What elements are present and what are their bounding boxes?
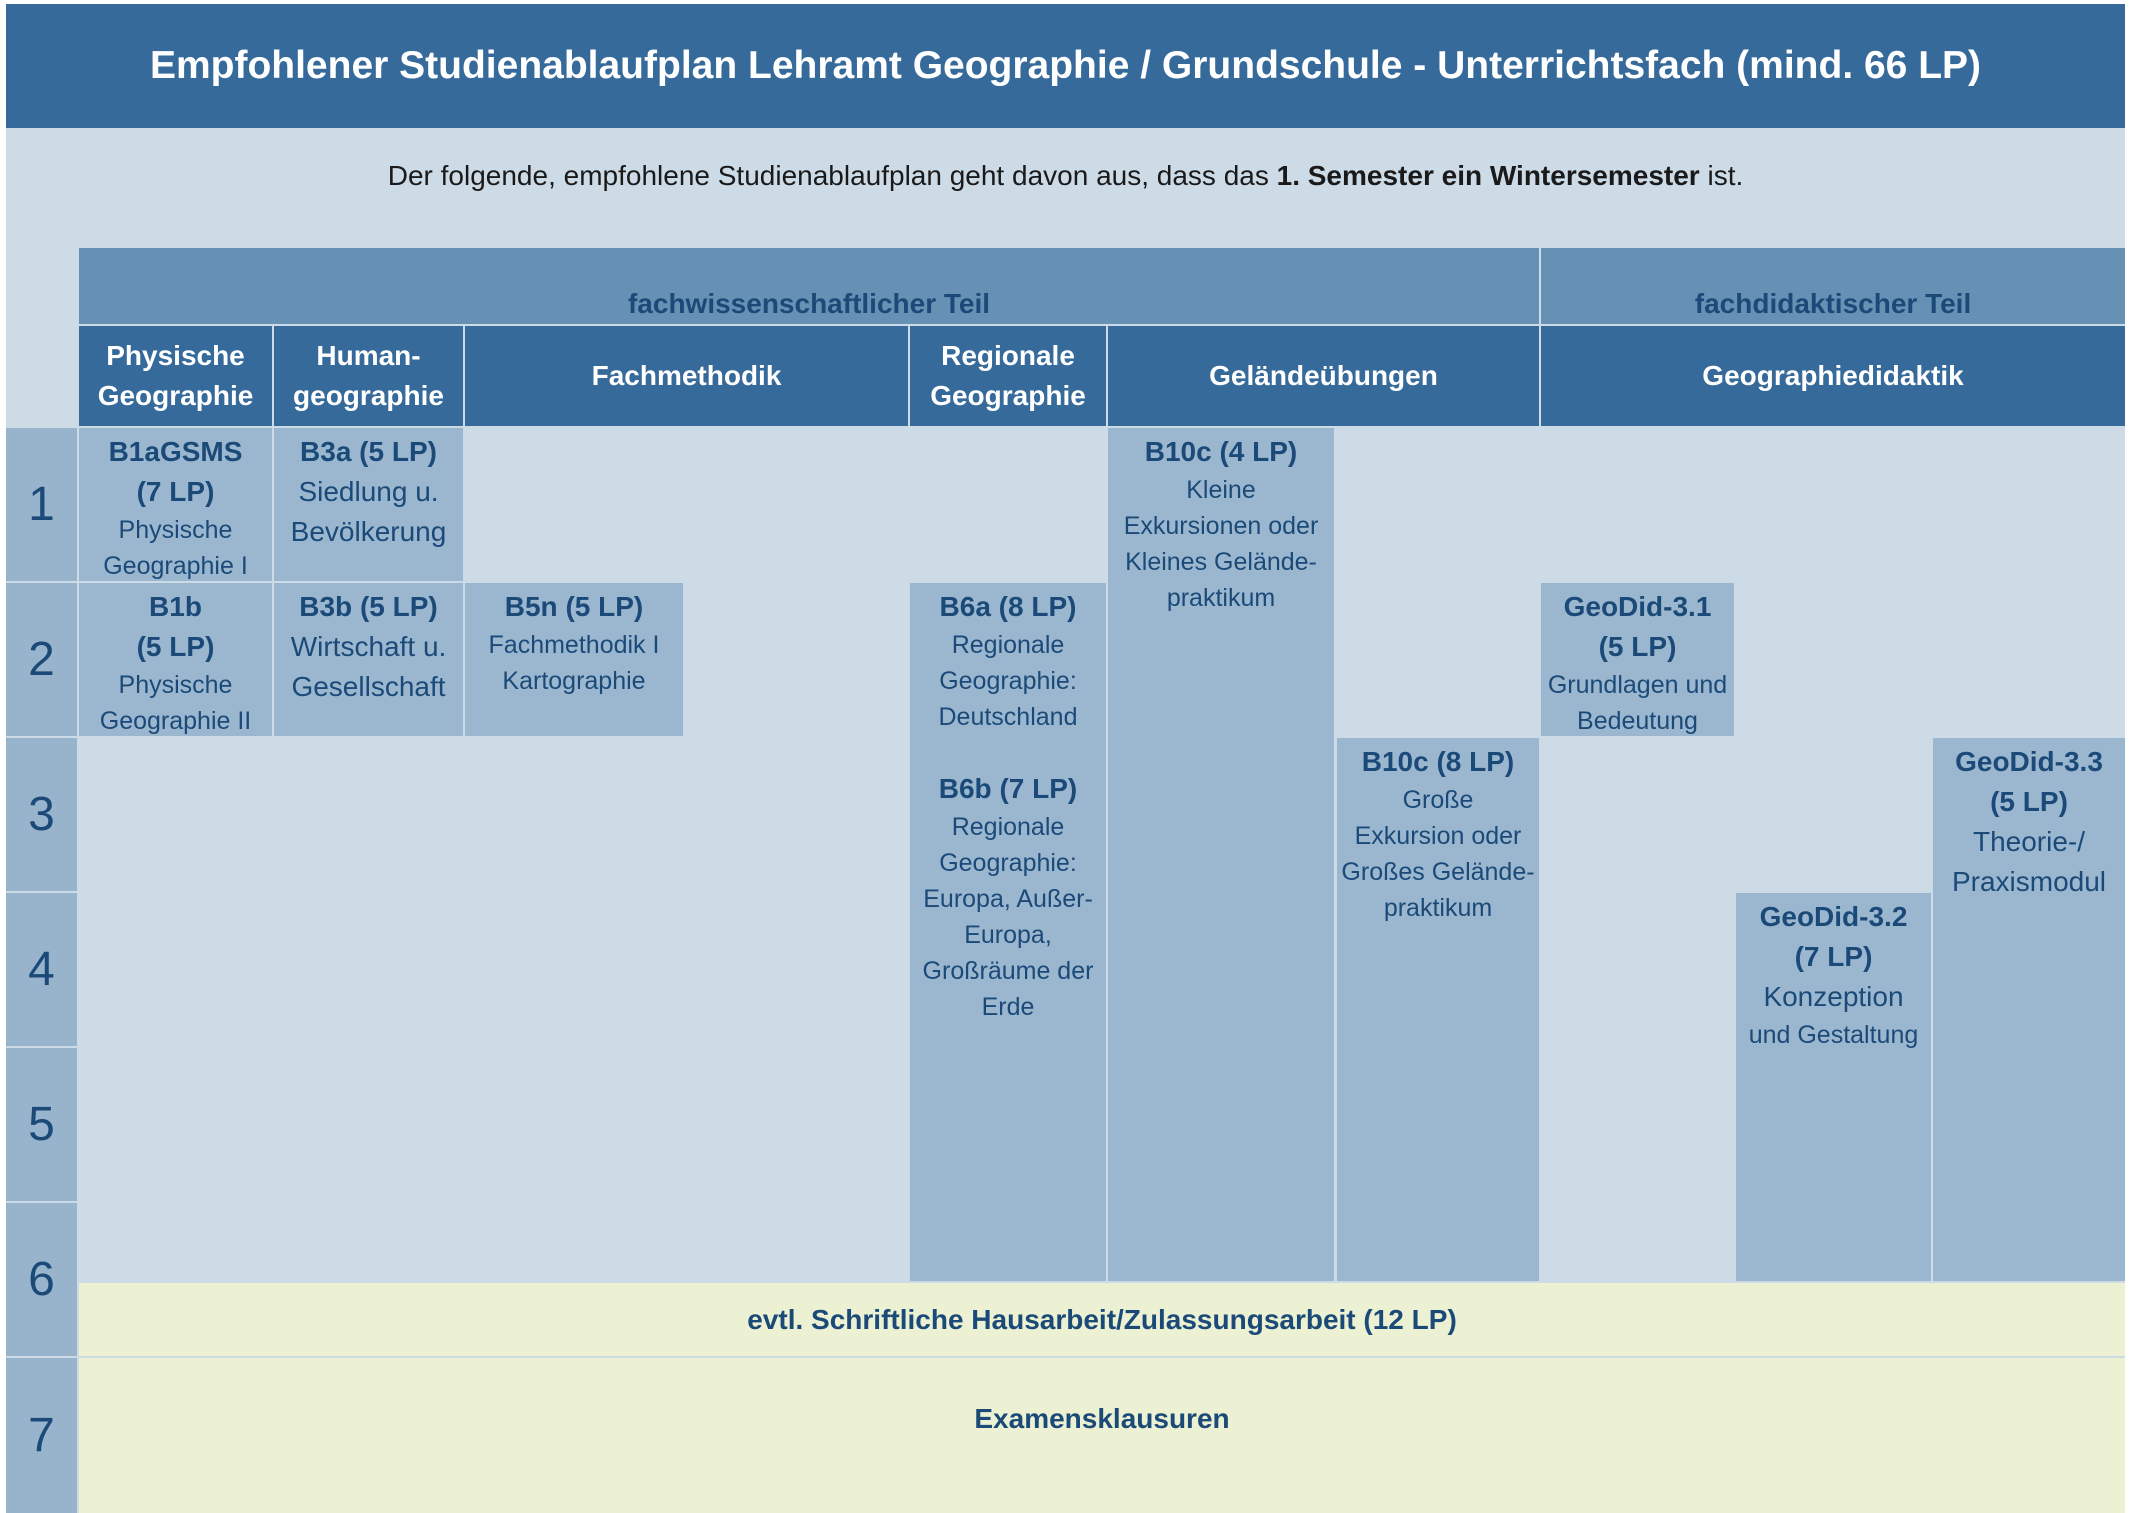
module-b1b [79, 583, 272, 736]
module-desc: praktikum [1383, 894, 1493, 922]
module-b3a [274, 428, 463, 581]
column-geographiedidaktik: Geographiedidaktik [1541, 326, 2125, 426]
module-code: GeoDid-3.1 [1563, 591, 1712, 622]
module-geodid-3-2 [1736, 893, 1931, 1281]
column-fachmethodik: Fachmethodik [465, 326, 908, 426]
module-desc: Kleines Gelände- [1125, 548, 1317, 576]
module-desc: Großes Gelände- [1341, 858, 1535, 886]
module-desc: Regionale [951, 631, 1065, 659]
module-b10c-gross [1337, 738, 1539, 1281]
module-desc: Fachmethodik I [488, 631, 660, 659]
module-desc: Exkursion oder [1354, 822, 1522, 850]
col-line: Geographie [97, 380, 254, 411]
page-title: Empfohlener Studienablaufplan Lehramt Geographie / Grundschule - Unterrichtsfach (mind. 66 LP) [6, 4, 2125, 128]
module-desc: Bevölkerung [290, 516, 447, 547]
module-desc: und Gestaltung [1748, 1021, 1919, 1049]
module-desc: Erde [981, 993, 1035, 1021]
module-lp: (5 LP) [136, 631, 215, 662]
semester-label-4: 4 [6, 893, 77, 1046]
module-lp: (5 LP) [1990, 786, 2068, 817]
module-desc: Kleine [1186, 476, 1256, 504]
module-code: B10c (8 LP) [1361, 746, 1515, 777]
module-b10c-klein [1108, 428, 1334, 1281]
module-desc: Theorie-/ [1972, 826, 2086, 857]
module-desc: Europa, [964, 921, 1052, 949]
module-geodid-3-1 [1541, 583, 1734, 736]
module-desc: Großräume der [922, 957, 1094, 985]
column-gelaendeuebungen: Geländeübungen [1108, 326, 1539, 426]
module-lp: (5 LP) [1598, 631, 1677, 662]
module-code: B6a (8 LP) [939, 591, 1077, 622]
module-desc: Gesellschaft [291, 671, 446, 702]
module-desc: Konzeption [1763, 981, 1904, 1012]
module-code: B3a (5 LP) [300, 436, 437, 467]
module-desc: Praxismodul [1951, 866, 2107, 897]
module-b3b [274, 583, 463, 736]
semester-label-7: 7 [6, 1358, 77, 1513]
column-humangeographie [274, 326, 463, 426]
module-desc: Bedeutung [1577, 707, 1698, 735]
module-desc: Geographie: [939, 849, 1077, 877]
module-desc: Geographie: [939, 667, 1077, 695]
module-desc: Siedlung u. [298, 476, 439, 507]
col-line: Physische [106, 340, 245, 371]
col-line: Geographie [930, 380, 1086, 411]
column-physische-geographie [79, 326, 272, 426]
module-desc: Regionale [951, 813, 1065, 841]
module-code: B6b (7 LP) [938, 773, 1078, 804]
examen-band: Examensklausuren [79, 1358, 2125, 1513]
module-code: B3b (5 LP) [299, 591, 438, 622]
module-code: GeoDid-3.2 [1759, 901, 1908, 932]
intro-text [6, 160, 2125, 192]
module-desc: Grundlagen und [1547, 671, 1728, 699]
module-code: GeoDid-3.3 [1955, 746, 2103, 777]
intro-bold: 1. Semester ein Wintersemester [1276, 160, 1700, 191]
module-code: B5n (5 LP) [504, 591, 644, 622]
module-desc: Kartographie [502, 667, 646, 695]
module-code: B1aGSMS [108, 436, 243, 467]
module-code: B1b [149, 591, 202, 622]
col-line: Human- [316, 340, 421, 371]
module-lp: (7 LP) [1794, 941, 1873, 972]
intro-after: ist. [1699, 160, 1744, 191]
module-b1a [79, 428, 272, 581]
module-desc: Geographie II [99, 707, 252, 735]
column-regionale-geographie [910, 326, 1106, 426]
col-line: geographie [293, 380, 444, 411]
module-desc: Wirtschaft u. [290, 631, 447, 662]
semester-label-5: 5 [6, 1048, 77, 1201]
module-desc: Exkursionen oder [1123, 512, 1319, 540]
module-b6 [910, 583, 1106, 1281]
module-code: B10c (4 LP) [1144, 436, 1298, 467]
module-desc: Europa, Außer- [923, 885, 1093, 913]
module-desc: Physische [118, 516, 233, 544]
module-lp: (7 LP) [136, 476, 215, 507]
section-fachdidaktisch: fachdidaktischer Teil [1541, 248, 2125, 324]
module-desc: Deutschland [938, 703, 1078, 731]
module-desc: Physische [118, 671, 233, 699]
module-b5n [465, 583, 683, 736]
semester-label-1: 1 [6, 428, 77, 581]
intro-before: Der folgende, empfohlene Studienablaufplan geht davon aus, dass das [387, 160, 1277, 191]
semester-label-6: 6 [6, 1203, 77, 1356]
semester-label-2: 2 [6, 583, 77, 736]
hausarbeit-band: evtl. Schriftliche Hausarbeit/Zulassungsarbeit (12 LP) [79, 1283, 2125, 1356]
module-geodid-3-3 [1933, 738, 2125, 1281]
col-line: Regionale [941, 340, 1075, 371]
semester-label-3: 3 [6, 738, 77, 891]
module-desc: Geographie I [103, 552, 248, 580]
module-desc: Große [1402, 786, 1474, 814]
section-fachwissenschaftlich: fachwissenschaftlicher Teil [79, 248, 1539, 324]
module-desc: praktikum [1166, 584, 1276, 612]
